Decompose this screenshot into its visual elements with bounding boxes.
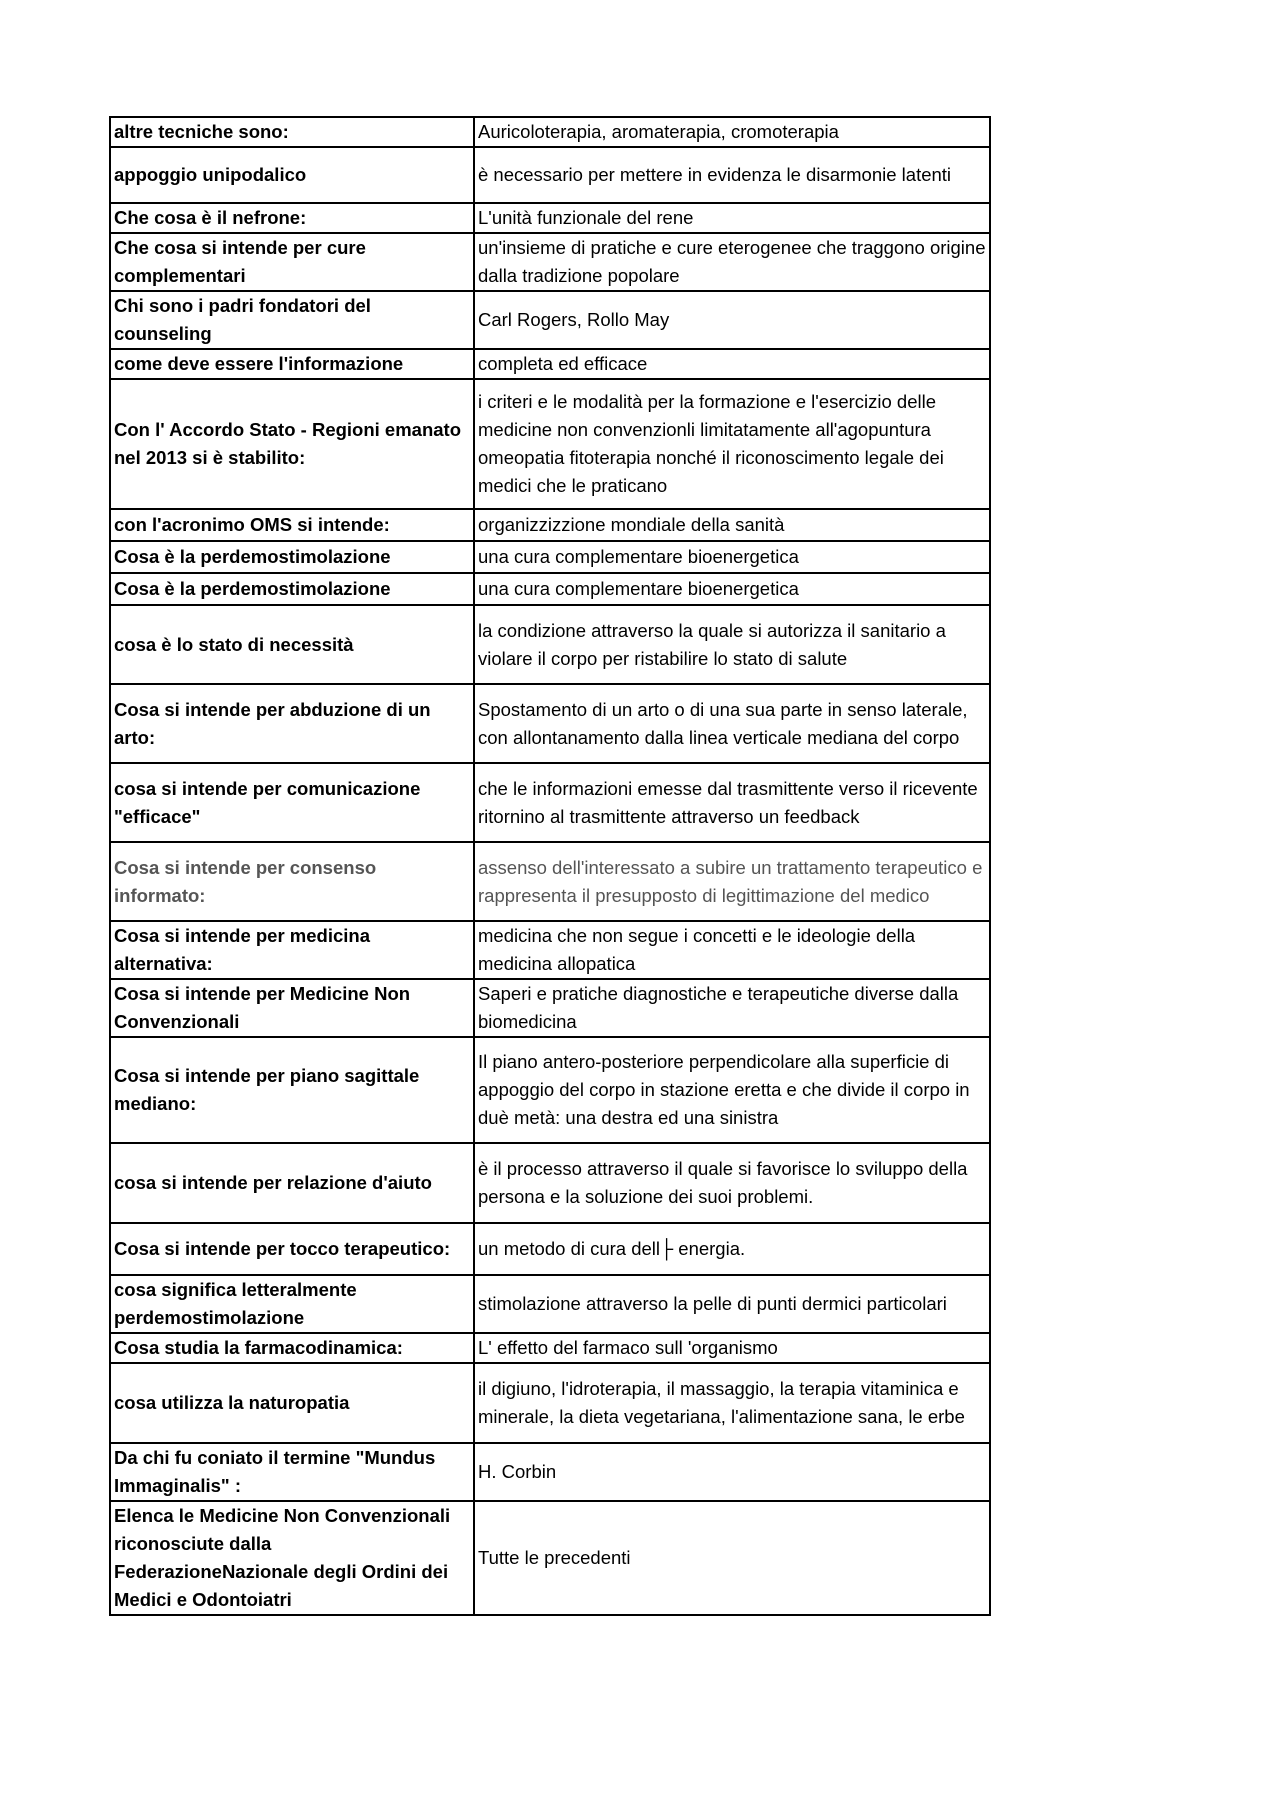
table-row <box>110 233 990 291</box>
question-cell: cosa utilizza la naturopatia <box>110 1363 474 1443</box>
table-row <box>110 1333 990 1363</box>
table-row <box>110 509 990 541</box>
question-cell: Cosa si intende per abduzione di un arto: <box>110 684 474 763</box>
table-row <box>110 117 990 147</box>
table-row <box>110 147 990 203</box>
question-cell: cosa si intende per relazione d'aiuto <box>110 1143 474 1223</box>
question-cell: Cosa si intende per piano sagittale mediano: <box>110 1037 474 1143</box>
question-cell: Chi sono i padri fondatori del counseling <box>110 291 474 349</box>
question-cell: Cosa è la perdemostimolazione <box>110 541 474 573</box>
question-cell: con l'acronimo OMS si intende: <box>110 509 474 541</box>
answer-cell: medicina che non segue i concetti e le ideologie della medicina allopatica <box>474 921 990 979</box>
table-row <box>110 605 990 684</box>
answer-cell: completa ed efficace <box>474 349 990 379</box>
answer-cell: Carl Rogers, Rollo May <box>474 291 990 349</box>
table-row <box>110 763 990 842</box>
table-row <box>110 1501 990 1615</box>
question-cell: Cosa è la perdemostimolazione <box>110 573 474 605</box>
table-row <box>110 921 990 979</box>
answer-cell: Auricoloterapia, aromaterapia, cromoterapia <box>474 117 990 147</box>
qa-table <box>109 116 991 1616</box>
question-cell: altre tecniche sono: <box>110 117 474 147</box>
table-row <box>110 842 990 921</box>
table-row <box>110 1143 990 1223</box>
answer-cell: Spostamento di un arto o di una sua parte in senso laterale, con allontanamento dalla linea verticale mediana del corpo <box>474 684 990 763</box>
answer-cell: una cura complementare bioenergetica <box>474 541 990 573</box>
answer-cell: una cura complementare bioenergetica <box>474 573 990 605</box>
question-cell: cosa si intende per comunicazione "efficace" <box>110 763 474 842</box>
answer-cell: L' effetto del farmaco sull 'organismo <box>474 1333 990 1363</box>
answer-cell: H. Corbin <box>474 1443 990 1501</box>
table-row <box>110 203 990 233</box>
table-row <box>110 979 990 1037</box>
table-row <box>110 541 990 573</box>
question-cell: Che cosa si intende per cure complementari <box>110 233 474 291</box>
question-cell: Cosa si intende per Medicine Non Convenzionali <box>110 979 474 1037</box>
answer-cell: un'insieme di pratiche e cure eterogenee che traggono origine dalla tradizione popolare <box>474 233 990 291</box>
answer-cell: Il piano antero-posteriore perpendicolare alla superficie di appoggio del corpo in stazione eretta e che divide il corpo in duè metà: una destra ed una sinistra <box>474 1037 990 1143</box>
answer-cell: il digiuno, l'idroterapia, il massaggio, la terapia vitaminica e minerale, la dieta vegetariana, l'alimentazione sana, le erbe <box>474 1363 990 1443</box>
answer-cell: organizzizzione mondiale della sanità <box>474 509 990 541</box>
answer-cell: la condizione attraverso la quale si autorizza il sanitario a violare il corpo per ristabilire lo stato di salute <box>474 605 990 684</box>
question-cell: Con l' Accordo Stato - Regioni emanato nel 2013 si è stabilito: <box>110 379 474 509</box>
answer-cell: Saperi e pratiche diagnostiche e terapeutiche diverse dalla biomedicina <box>474 979 990 1037</box>
table-row <box>110 1363 990 1443</box>
table-row <box>110 573 990 605</box>
table-row <box>110 1443 990 1501</box>
answer-cell: i criteri e le modalità per la formazione e l'esercizio delle medicine non convenzionli limitatamente all'agopuntura omeopatia fitoterapia nonché il riconoscimento legale dei medici che le praticano <box>474 379 990 509</box>
table-row <box>110 291 990 349</box>
table-row <box>110 1275 990 1333</box>
table-row <box>110 1037 990 1143</box>
question-cell: Cosa si intende per consenso informato: <box>110 842 474 921</box>
table-row <box>110 379 990 509</box>
answer-cell: è il processo attraverso il quale si favorisce lo sviluppo della persona e la soluzione dei suoi problemi. <box>474 1143 990 1223</box>
answer-cell: un metodo di cura dell├ energia. <box>474 1223 990 1275</box>
question-cell: cosa è lo stato di necessità <box>110 605 474 684</box>
question-cell: cosa significa letteralmente perdemostimolazione <box>110 1275 474 1333</box>
question-cell: Che cosa è il nefrone: <box>110 203 474 233</box>
answer-cell: stimolazione attraverso la pelle di punti dermici particolari <box>474 1275 990 1333</box>
answer-cell: Tutte le precedenti <box>474 1501 990 1615</box>
answer-cell: assenso dell'interessato a subire un trattamento terapeutico e rappresenta il presupposto di legittimazione del medico <box>474 842 990 921</box>
question-cell: come deve essere l'informazione <box>110 349 474 379</box>
question-cell: Cosa si intende per medicina alternativa: <box>110 921 474 979</box>
answer-cell: L'unità funzionale del rene <box>474 203 990 233</box>
question-cell: Cosa si intende per tocco terapeutico: <box>110 1223 474 1275</box>
question-cell: appoggio unipodalico <box>110 147 474 203</box>
answer-cell: è necessario per mettere in evidenza le disarmonie latenti <box>474 147 990 203</box>
question-cell: Da chi fu coniato il termine "Mundus Immaginalis" : <box>110 1443 474 1501</box>
table-row <box>110 349 990 379</box>
table-row <box>110 1223 990 1275</box>
question-cell: Cosa studia la farmacodinamica: <box>110 1333 474 1363</box>
answer-cell: che le informazioni emesse dal trasmittente verso il ricevente ritornino al trasmittente attraverso un feedback <box>474 763 990 842</box>
question-cell: Elenca le Medicine Non Convenzionali riconosciute dalla FederazioneNazionale degli Ordini dei Medici e Odontoiatri <box>110 1501 474 1615</box>
table-row <box>110 684 990 763</box>
